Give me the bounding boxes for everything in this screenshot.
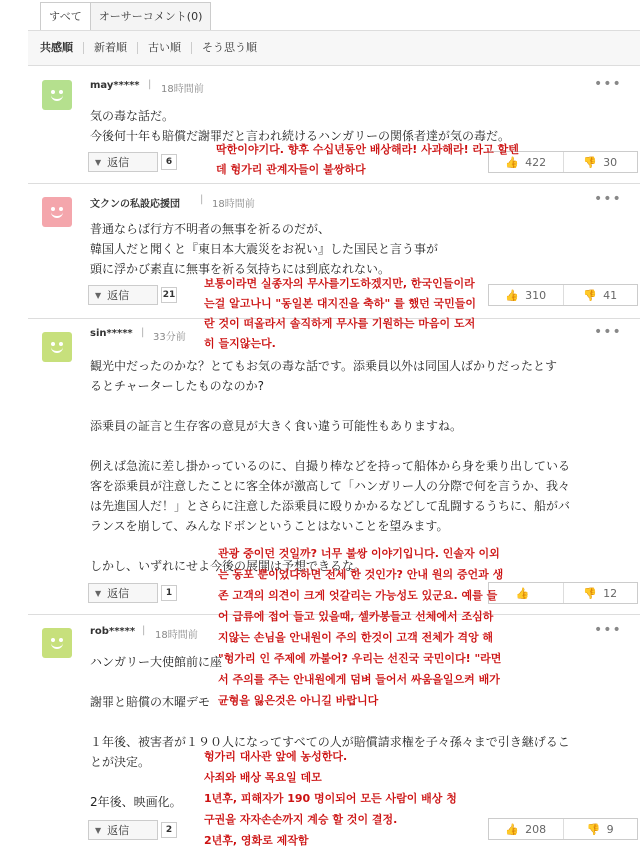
reply-count-badge: 2: [161, 822, 177, 838]
dislike-button[interactable]: 👎 30: [563, 152, 638, 172]
reply-count-badge: 6: [161, 154, 177, 170]
comment-item: may***** | 18時間前 ••• 気の毒な話だ。 今後何十年も賠償だ謝罪だと言われ続けるハンガリーの関係者達が気の毒だ。 ▼ 返信 6 👍 422 👎 30: [28, 68, 640, 184]
caret-down-icon: ▼: [95, 290, 102, 300]
comment-item: rob***** | 18時間前 ••• ハンガリー大使館前に座 謝罪と賠償の木曜デモ １年後、被害者が１９０人になってすべての人が賠償請求権を子々孫々まで引き継げるこ とが決定。 2年後、映画化。 ▼ 返信 2 👍 208 👎 9: [28, 616, 640, 852]
reply-count-badge: 1: [161, 585, 177, 601]
timestamp: 33分前: [153, 332, 186, 343]
comment-tabs: [40, 2, 211, 30]
translation-overlay: 딱한이야기다. 향후 수십년동안 배상해라! 사과해라! 라고 할텐 데 헝가리 관계자들이 불쌍하다: [216, 143, 519, 176]
caret-down-icon: ▼: [95, 157, 102, 167]
reply-count-badge: 21: [161, 287, 177, 303]
thumbs-up-icon: 👍: [505, 155, 520, 169]
reply-button[interactable]: ▼ 返信: [88, 583, 158, 603]
vote-box: [488, 582, 638, 604]
dislike-button[interactable]: 👎 12: [563, 583, 638, 603]
more-options-icon[interactable]: •••: [594, 622, 622, 638]
comment-body: ハンガリー大使館前に座 謝罪と賠償の木曜デモ １年後、被害者が１９０人になってすべての人が賠償請求権を子々孫々まで引き継げるこ とが決定。 2年後、映画化。: [90, 655, 570, 809]
reply-button[interactable]: ▼ 返信: [88, 820, 158, 840]
more-options-icon[interactable]: •••: [594, 76, 622, 92]
reply-button[interactable]: ▼ 返信: [88, 285, 158, 305]
comment-body: 観光中だったのかな？とてもお気の毒な話です。添乗員以外は同国人ばかりだったとす るとチャーターしたものなのか? 添乗員の証言と生存客の意見が大きく食い違う可能性もありますね。 例えば急流に差し掛かっているのに、自撮り棒などを持って船体から身を乗り出している 客を添乗員が注意したことに客全体が激高して「ハンガリー人の分際で何を言うか、我々 は先進国人だ！」とさらに注意した添乗員に殴りかかるなどして乱闘するうちに、船がバ ランスを崩して、みんなドボンということはないことを望みます。 しかし、いずれにせよ今後の展開は予想できるな。: [90, 359, 571, 573]
comment-body: 普通ならば行方不明者の無事を祈るのだが、 韓国人だと聞くと『東日本大震災をお祝い』した国民と言う事が 頭に浮かび素直に無事を祈る気持ちには到底なれない。: [90, 222, 439, 276]
thumbs-up-icon: 👍: [505, 288, 520, 302]
dislike-button[interactable]: 👎 9: [563, 819, 638, 839]
avatar[interactable]: [42, 332, 72, 362]
username[interactable]: 文クンの私設応援団: [90, 199, 180, 210]
sort-agree[interactable]: そう思う順: [191, 42, 267, 54]
more-options-icon[interactable]: •••: [594, 324, 622, 340]
timestamp: 18時間前: [155, 630, 198, 641]
thumbs-down-icon: 👎: [583, 288, 598, 302]
thumbs-down-icon: 👎: [583, 586, 598, 600]
sort-empathy[interactable]: 共感順: [40, 41, 73, 54]
more-options-icon[interactable]: •••: [594, 191, 622, 207]
caret-down-icon: ▼: [95, 588, 102, 598]
thumbs-up-icon: 👍: [515, 586, 530, 600]
thumbs-up-icon: 👍: [505, 822, 520, 836]
translation-overlay: 헝가리 대사관 앞에 농성한다. 사죄와 배상 목요일 데모 1년후, 피해자가 190 명이되어 모든 사람이 배상 청 구권을 자자손손까지 계승 할 것이 결정. 2년후, 영화로 제작함: [204, 750, 457, 847]
comment-item: sin***** | 33分前 ••• 観光中だったのかな？とてもお気の毒な話です。添乗員以外は同国人ばかりだったとす るとチャーターしたものなのか? 添乗員の証言と生存客の意見が大きく食い違う可能性もありますね。 例えば急流に差し掛かっているのに、自撮り棒などを持って船体から身を乗り出している 客を添乗員が注意したことに客全体が激高して「ハンガリー人の分際で何を言うか、我々 は先進国人だ！」とさらに注意した添乗員に殴りかかるなどして乱闘するうちに、船がバ ランスを崩して、みんなドボンということはないことを望みます。 しかし、いずれにせよ今後の展開は予想できるな。 ▼ 返信 1 👍 👎 12: [28, 320, 640, 615]
like-button[interactable]: 👍 310: [505, 288, 547, 302]
translation-overlay: 보통이라면 실종자의 무사를기도하겠지만, 한국인들이라 는걸 알고나니 "동일본 대지진을 축하" 를 했던 국민들이 란 것이 떠올라서 솔직하게 무사를 기원하는 마음이 도저 히 들지않는다.: [204, 277, 477, 350]
reply-button[interactable]: ▼ 返信: [88, 152, 158, 172]
timestamp: 18時間前: [212, 199, 255, 210]
avatar[interactable]: [42, 80, 72, 110]
translation-overlay: 관광 중이던 것일까? 너무 불쌍 이야기입니다. 인솔자 이외 는 동포 뿐이었다하면 전세 한 것인가? 안내 원의 증언과 생 존 고객의 의견이 크게 엇갈리는 가능성도 있군요. 예를 들 어 급류에 접어 들고 있을때, 셀카봉들고 선체에서 조심하 지않는 손님을 안내원이 주의 한것이 고객 전체가 격앙 해 "헝가리 인 주제에 까불어? 우리는 선진국 국민이다! "라면 서 주의를 주는 안내원에게 덤벼 들어서 싸움을일으켜 배가 균형을 잃은것은 아니길 바랍니다: [218, 547, 504, 707]
avatar[interactable]: [42, 628, 72, 658]
tab-all[interactable]: すべて: [40, 2, 91, 30]
avatar[interactable]: [42, 197, 72, 227]
like-button[interactable]: 👍 422: [505, 155, 547, 169]
username[interactable]: sin*****: [90, 328, 133, 339]
sort-newest[interactable]: 新着順: [83, 42, 137, 54]
username[interactable]: may*****: [90, 80, 140, 91]
vote-box: [488, 284, 638, 306]
sort-oldest[interactable]: 古い順: [137, 42, 191, 54]
tab-author-comments[interactable]: オーサーコメント(0): [90, 2, 212, 30]
vote-box: [488, 818, 638, 840]
thumbs-down-icon: 👎: [583, 155, 598, 169]
thumbs-down-icon: 👎: [586, 822, 601, 836]
dislike-button[interactable]: 👎 41: [563, 285, 638, 305]
username[interactable]: rob*****: [90, 626, 136, 637]
caret-down-icon: ▼: [95, 825, 102, 835]
timestamp: 18時間前: [161, 84, 204, 95]
sort-bar: [28, 30, 640, 66]
comment-item: 文クンの私設応援団 | 18時間前 ••• 普通ならば行方不明者の無事を祈るのだが、 韓国人だと聞くと『東日本大震災をお祝い』した国民と言う事が 頭に浮かび素直に無事を祈る気持ちには到底なれない。 ▼ 返信 21 👍 310 👎 41: [28, 185, 640, 319]
comment-body: 気の毒な話だ。 今後何十年も賠償だ謝罪だと言われ続けるハンガリーの関係者達が気の毒だ。: [90, 109, 511, 143]
like-button[interactable]: 👍 208: [505, 822, 547, 836]
